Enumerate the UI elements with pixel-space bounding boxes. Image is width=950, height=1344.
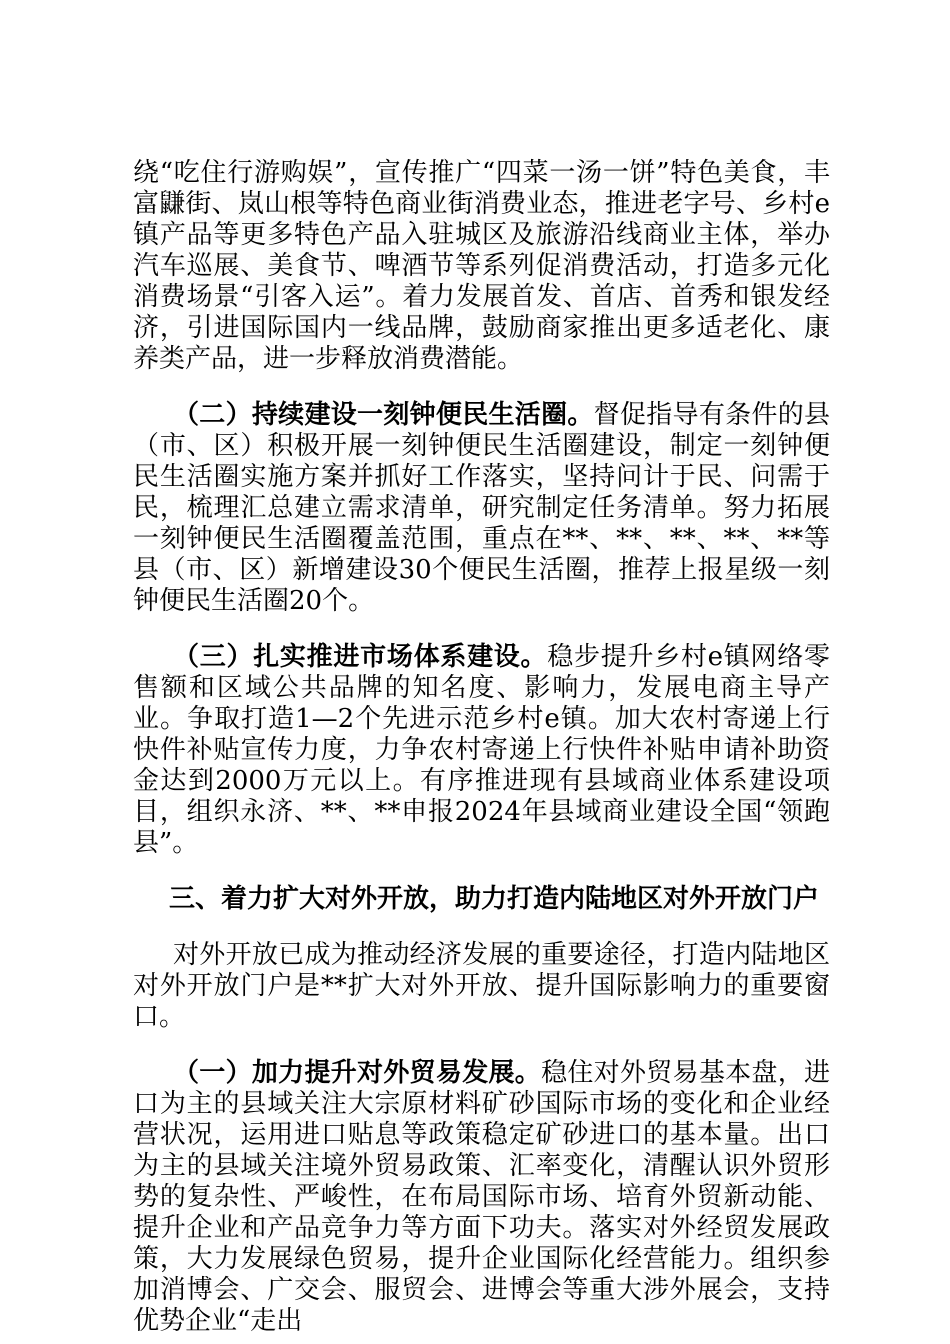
paragraph-convenience-circle xyxy=(133,400,830,617)
subheading-convenience-circle: （二）持续建设一刻钟便民生活圈。 xyxy=(173,400,594,430)
subheading-foreign-trade: （一）加力提升对外贸易发展。 xyxy=(173,1058,542,1088)
body-foreign-trade: 稳住对外贸易基本盘，进口为主的县域关注大宗原材料矿砂国际市场的变化和企业经营状况，运用进口贴息等政策稳定矿砂进口的基本量。出口为主的县域关注境外贸易政策、汇率变化，清醒认识外贸形势的复杂性、严峻性，在布局国际市场、培育外贸新动能、提升企业和产品竞争力等方面下功夫。落实对外经贸发展政策，大力发展绿色贸易，提升企业国际化经营能力。组织参加消博会、广交会、服贸会、进博会等重大涉外展会，支持优势企业“走出 xyxy=(133,1058,830,1336)
section-heading-opening-up: 三、着力扩大对外开放，助力打造内陆地区对外开放门户 xyxy=(169,884,820,914)
paragraph-foreign-trade xyxy=(133,1058,830,1337)
body-convenience-circle: 督促指导有条件的县（市、区）积极开展一刻钟便民生活圈建设，制定一刻钟便民生活圈实施方案并抓好工作落实，坚持问计于民、问需于民，梳理汇总建立需求清单，研究制定任务清单。努力拓展一刻钟便民生活圈覆盖范围，重点在**、**、**、**、**等县（市、区）新增建设30个便民生活圈，推荐上报星级一刻钟便民生活圈20个。 xyxy=(133,400,830,616)
document-page xyxy=(133,158,830,1337)
paragraph-opening-up-intro: 对外开放已成为推动经济发展的重要途径，打造内陆地区对外开放门户是**扩大对外开放、提升国际影响力的重要窗口。 xyxy=(133,940,830,1032)
paragraph-market-system xyxy=(133,642,830,859)
body-market-system: 稳步提升乡村e镇网络零售额和区域公共品牌的知名度、影响力，发展电商主导产业。争取打造1—2个先进示范乡村e镇。加大农村寄递上行快件补贴宣传力度，力争农村寄递上行快件补贴申请补助资金达到2000万元以上。有序推进现有县域商业体系建设项目，组织永济、**、**申报2024年县域商业建设全国“领跑县”。 xyxy=(133,642,830,858)
subheading-market-system: （三）扎实推进市场体系建设。 xyxy=(173,642,548,672)
paragraph-consumption-scenarios: 绕“吃住行游购娱”，宣传推广“四菜一汤一饼”特色美食，丰富鼸街、岚山根等特色商业街消费业态，推进老字号、乡村e镇产品等更多特色产品入驻城区及旅游沿线商业主体，举办汽车巡展、美食节、啤酒节等系列促消费活动，打造多元化消费场景“引客入运”。着力发展首发、首店、首秀和银发经济，引进国际国内一线品牌，鼓励商家推出更多适老化、康养类产品，进一步释放消费潜能。 xyxy=(133,158,830,374)
